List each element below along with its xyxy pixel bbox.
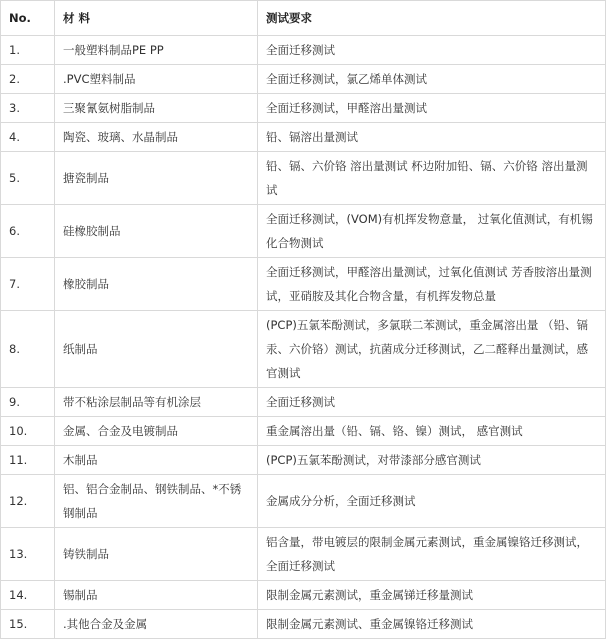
cell-no: 9.: [1, 388, 55, 417]
table-row: [1, 65, 606, 94]
table-row: [1, 528, 606, 581]
table-row: [1, 152, 606, 205]
table-row: [1, 475, 606, 528]
table-row: [1, 388, 606, 417]
cell-requirement: 铝含量，带电镀层的限制金属元素测试，重金属镍铬迁移测试，全面迁移测试: [258, 528, 606, 581]
cell-requirement: 金属成分分析，全面迁移测试: [258, 475, 606, 528]
cell-no: 8.: [1, 311, 55, 388]
cell-no: 2.: [1, 65, 55, 94]
table-row: [1, 581, 606, 610]
cell-material: 一般塑料制品PE PP: [55, 36, 258, 65]
cell-no: 6.: [1, 205, 55, 258]
table-row: [1, 123, 606, 152]
table-header-row: [1, 1, 606, 36]
cell-material: 三聚氰氨树脂制品: [55, 94, 258, 123]
header-material: 材 料: [55, 1, 258, 36]
cell-requirement: 全面迁移测试，甲醛溶出量测试，过氧化值测试 芳香胺溶出量测试，亚硝胺及其化合物含量，有机挥发物总量: [258, 258, 606, 311]
cell-requirement: (PCP)五氯苯酚测试，多氯联二苯测试，重金属溶出量 （铅、镉汞、六价铬）测试，抗菌成分迁移测试，乙二醛释出量测试，感官测试: [258, 311, 606, 388]
cell-requirement: (PCP)五氯苯酚测试，对带漆部分感官测试: [258, 446, 606, 475]
cell-no: 13.: [1, 528, 55, 581]
cell-no: 1.: [1, 36, 55, 65]
cell-material: 铸铁制品: [55, 528, 258, 581]
table-body: [1, 36, 606, 639]
cell-no: 15.: [1, 610, 55, 639]
cell-requirement: 限制金属元素测试，重金属锑迁移量测试: [258, 581, 606, 610]
table-row: [1, 311, 606, 388]
cell-material: 锡制品: [55, 581, 258, 610]
table-row: [1, 36, 606, 65]
cell-no: 10.: [1, 417, 55, 446]
cell-material: 橡胶制品: [55, 258, 258, 311]
cell-no: 3.: [1, 94, 55, 123]
table-row: [1, 94, 606, 123]
cell-material: 带不粘涂层制品等有机涂层: [55, 388, 258, 417]
cell-requirement: 全面迁移测试: [258, 36, 606, 65]
cell-material: 硅橡胶制品: [55, 205, 258, 258]
cell-no: 14.: [1, 581, 55, 610]
cell-requirement: 铅、镉、六价铬 溶出量测试 杯边附加铅、镉、六价铬 溶出量测试: [258, 152, 606, 205]
cell-requirement: 铅、镉溶出量测试: [258, 123, 606, 152]
cell-no: 7.: [1, 258, 55, 311]
cell-no: 11.: [1, 446, 55, 475]
cell-material: 铝、铝合金制品、钢铁制品、*不锈钢制品: [55, 475, 258, 528]
cell-requirement: 全面迁移测试，甲醛溶出量测试: [258, 94, 606, 123]
cell-requirement: 限制金属元素测试、重金属镍铬迁移测试: [258, 610, 606, 639]
header-requirement: 测试要求: [258, 1, 606, 36]
cell-material: 木制品: [55, 446, 258, 475]
cell-requirement: 全面迁移测试，氯乙烯单体测试: [258, 65, 606, 94]
table-row: [1, 258, 606, 311]
cell-requirement: 全面迁移测试: [258, 388, 606, 417]
cell-no: 12.: [1, 475, 55, 528]
cell-requirement: 重金属溶出量（铅、镉、铬、镍）测试， 感官测试: [258, 417, 606, 446]
header-no: No.: [1, 1, 55, 36]
cell-no: 5.: [1, 152, 55, 205]
cell-requirement: 全面迁移测试，(VOM)有机挥发物意量， 过氧化值测试，有机锡化合物测试: [258, 205, 606, 258]
cell-material: 陶瓷、玻璃、水晶制品: [55, 123, 258, 152]
cell-material: .其他合金及金属: [55, 610, 258, 639]
table-row: [1, 417, 606, 446]
table-row: [1, 610, 606, 639]
cell-material: 搪瓷制品: [55, 152, 258, 205]
table-row: [1, 205, 606, 258]
cell-material: .PVC塑料制品: [55, 65, 258, 94]
cell-material: 金属、合金及电镀制品: [55, 417, 258, 446]
cell-material: 纸制品: [55, 311, 258, 388]
table-row: [1, 446, 606, 475]
cell-no: 4.: [1, 123, 55, 152]
